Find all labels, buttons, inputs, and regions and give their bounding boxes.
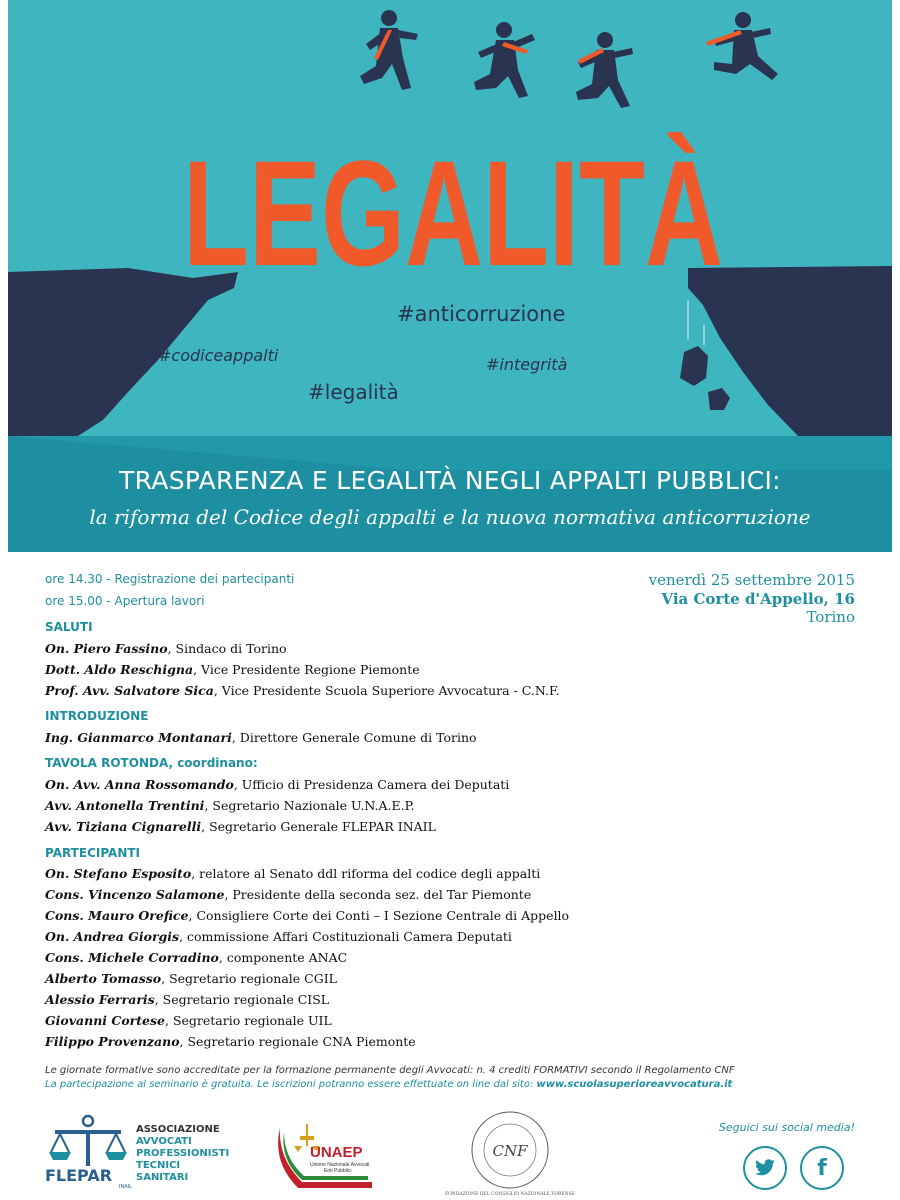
- speaker-line: Avv. Antonella Trentini, Segretario Nazionale U.N.A.E.P.: [45, 798, 415, 813]
- scuola-caption: FONDAZIONE DEL CONSIGLIO NAZIONALE FORENSE: [444, 1192, 576, 1197]
- speaker-line: Avv. Tiziana Cignarelli, Segretario Generale FLEPAR INAIL: [45, 819, 436, 834]
- registration-note: La partecipazione al seminario è gratuita. Le iscrizioni potranno essere effettuate on line dal sito: www.scuolasuperioreavvocatura.it: [45, 1079, 733, 1090]
- speaker-line: Ing. Gianmarco Montanari, Direttore Generale Comune di Torino: [45, 730, 477, 745]
- unaep-sub1: Unione Nazionale Avvocati: [310, 1162, 370, 1168]
- event-city: Torino: [806, 608, 855, 626]
- flepar-line: SANITARI: [136, 1172, 189, 1183]
- speaker-line: Cons. Vincenzo Salamone, Presidente della seconda sez. del Tar Piemonte: [45, 887, 532, 902]
- flepar-text: [136, 1124, 229, 1184]
- scuola-monogram: CNF: [492, 1142, 528, 1160]
- speaker-line: On. Andrea Giorgis, commissione Affari Costituzionali Camera Deputati: [45, 929, 512, 944]
- section-heading-partecipanti: PARTECIPANTI: [45, 846, 141, 860]
- running-figure: [474, 22, 535, 98]
- schedule-registration: ore 14.30 - Registrazione dei partecipanti: [45, 572, 295, 586]
- section-heading-saluti: SALUTI: [45, 620, 93, 634]
- event-address: Via Corte d'Appello, 16: [661, 590, 855, 608]
- speaker-line: Cons. Mauro Orefice, Consigliere Corte dei Conti – I Sezione Centrale di Appello: [45, 908, 570, 923]
- hero-headline: LEGALITÀ: [183, 129, 723, 297]
- running-figure: [576, 32, 633, 108]
- hashtag-integrita: #integrità: [486, 355, 568, 374]
- unaep-logo: [276, 1118, 376, 1194]
- unaep-name: UNAEP: [310, 1144, 363, 1161]
- speaker-line: Alessio Ferraris, Segretario regionale CISL: [45, 992, 330, 1007]
- hero-illustration: [8, 0, 892, 552]
- site-link[interactable]: www.scuolasuperioreavvocatura.it: [536, 1079, 733, 1090]
- speaker-line: On. Stefano Esposito, relatore al Senato ddl riforma del codice degli appalti: [45, 866, 541, 881]
- speaker-line: Filippo Provenzano, Segretario regionale CNA Piemonte: [45, 1034, 416, 1049]
- running-figure: [360, 10, 418, 90]
- unaep-sub2: Enti Pubblici: [324, 1168, 352, 1174]
- flepar-logo: [45, 1114, 131, 1194]
- running-figure: [706, 12, 778, 80]
- speaker-line: Prof. Avv. Salvatore Sica, Vice Presidente Scuola Superiore Avvocatura - C.N.F.: [45, 683, 560, 698]
- event-title: TRASPARENZA E LEGALITÀ NEGLI APPALTI PUBBLICI:: [119, 466, 781, 495]
- schedule-opening: ore 15.00 - Apertura lavori: [45, 594, 205, 608]
- scuola-logo: [440, 1108, 580, 1198]
- event-date: venerdì 25 settembre 2015: [648, 571, 855, 589]
- section-heading-introduzione: INTRODUZIONE: [45, 709, 149, 723]
- flepar-sub: INAIL: [119, 1184, 132, 1190]
- scuola-seal: [440, 1108, 580, 1192]
- section-heading-tavola-rotonda: TAVOLA ROTONDA, coordinano:: [45, 756, 258, 770]
- speaker-line: Cons. Michele Corradino, componente ANAC: [45, 950, 348, 965]
- falling-rock: [708, 388, 730, 410]
- twitter-bird: [754, 1159, 776, 1177]
- speaker-line: Alberto Tomasso, Segretario regionale CGIL: [45, 971, 337, 986]
- flepar-line: TECNICI: [136, 1160, 181, 1171]
- hashtag-codiceappalti: #codiceappalti: [158, 346, 279, 365]
- twitter-icon[interactable]: [743, 1146, 787, 1190]
- event-subtitle: la riforma del Codice degli appalti e la nuova normativa anticorruzione: [89, 505, 811, 529]
- flepar-acronym: FLEPAR: [45, 1166, 113, 1185]
- hashtag-anticorruzione: #anticorruzione: [397, 302, 566, 326]
- flepar-line: PROFESSIONISTI: [136, 1148, 230, 1159]
- flepar-line: ASSOCIAZIONE: [136, 1124, 220, 1135]
- hashtag-legalita: #legalità: [308, 380, 399, 404]
- facebook-icon[interactable]: f: [800, 1146, 844, 1190]
- falling-rock: [680, 346, 708, 386]
- social-text: Seguici sui social media!: [718, 1121, 855, 1134]
- speaker-line: Giovanni Cortese, Segretario regionale UIL: [45, 1013, 332, 1028]
- credits-note: Le giornate formative sono accreditate per la formazione permanente degli Avvocati: n. 4 crediti FORMATIVI secondo il Regolamento CNF: [45, 1065, 735, 1076]
- flepar-line: AVVOCATI: [136, 1136, 192, 1147]
- speaker-line: On. Piero Fassino, Sindaco di Torino: [45, 641, 287, 656]
- speaker-line: On. Avv. Anna Rossomando, Ufficio di Presidenza Camera dei Deputati: [45, 777, 510, 792]
- speaker-line: Dott. Aldo Reschigna, Vice Presidente Regione Piemonte: [45, 662, 420, 677]
